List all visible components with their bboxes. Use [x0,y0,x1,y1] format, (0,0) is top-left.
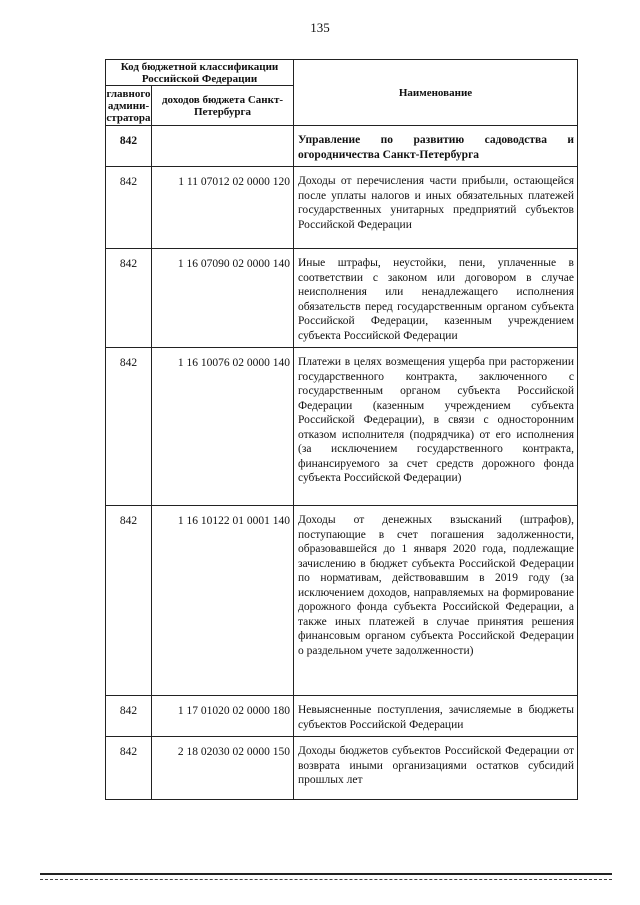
admin-code-cell: 842 [106,696,152,737]
income-code-cell: 1 17 01020 02 0000 180 [152,696,294,737]
header-budget-income: доходов бюджета Санкт-Петербурга [152,86,294,126]
admin-code-cell: 842 [106,249,152,348]
header-name: Наименование [294,60,578,126]
footer-rule [40,873,612,875]
admin-code-cell: 842 [106,506,152,696]
admin-code-cell: 842 [106,348,152,506]
name-cell: Управление по развитию садоводства и огородничества Санкт-Петербурга [294,126,578,167]
admin-code-cell: 842 [106,737,152,800]
name-cell: Иные штрафы, неустойки, пени, уплаченные в соответствии с законом или договором в случае неисполнения или ненадлежащего исполнения обязательств перед государственным органом субъекта Российской Федерации, казенным учреждением субъекта Российской Федерации [294,249,578,348]
income-code-cell: 1 16 07090 02 0000 140 [152,249,294,348]
admin-code-cell: 842 [106,167,152,249]
table-row [106,506,578,696]
table-row [106,348,578,506]
header-classification-code: Код бюджетной классификации Российской Федерации [106,60,294,86]
name-cell: Невыясненные поступления, зачисляемые в бюджеты субъектов Российской Федерации [294,696,578,737]
footer-rule-dashed [40,879,612,880]
income-code-cell: 1 16 10076 02 0000 140 [152,348,294,506]
table-row [106,167,578,249]
income-code-cell [152,126,294,167]
table-header-row [106,60,578,86]
name-cell: Доходы бюджетов субъектов Российской Федерации от возврата иными организациями остатков субсидий прошлых лет [294,737,578,800]
header-main-administrator: главного админи-стратора [106,87,151,124]
name-cell: Доходы от перечисления части прибыли, остающейся после уплаты налогов и иных обязательных платежей государственных унитарных предприятий субъектов Российской Федерации [294,167,578,249]
table-row [106,249,578,348]
admin-code-cell: 842 [106,126,152,167]
income-code-cell: 1 16 10122 01 0001 140 [152,506,294,696]
table-row [106,126,578,167]
income-code-cell: 2 18 02030 02 0000 150 [152,737,294,800]
name-cell: Доходы от денежных взысканий (штрафов), поступающие в счет погашения задолженности, образовавшейся до 1 января 2020 года, подлежащие зачислению в бюджет субъекта Российской Федерации по нормативам, действовавшим в 2019 году (за исключением доходов, направляемых на формирование дорожного фонда субъекта Российской Федерации, а также иных платежей в случае принятия решения финансовым органом субъекта Российской Федерации о раздельном учете задолженности) [294,506,578,696]
income-code-cell: 1 11 07012 02 0000 120 [152,167,294,249]
table-row [106,696,578,737]
table-row [106,737,578,800]
name-cell: Платежи в целях возмещения ущерба при расторжении государственного контракта, заключенного с государственным органом субъекта Российской Федерации (казенным учреждением субъекта Российской Федерации), в связи с односторонним отказом исполнителя (подрядчика) от его исполнения (за исключением государственного контракта, финансируемого за счет средств дорожного фонда субъекта Российской Федерации) [294,348,578,506]
budget-classification-table [105,59,578,800]
page-number: 135 [310,20,330,35]
